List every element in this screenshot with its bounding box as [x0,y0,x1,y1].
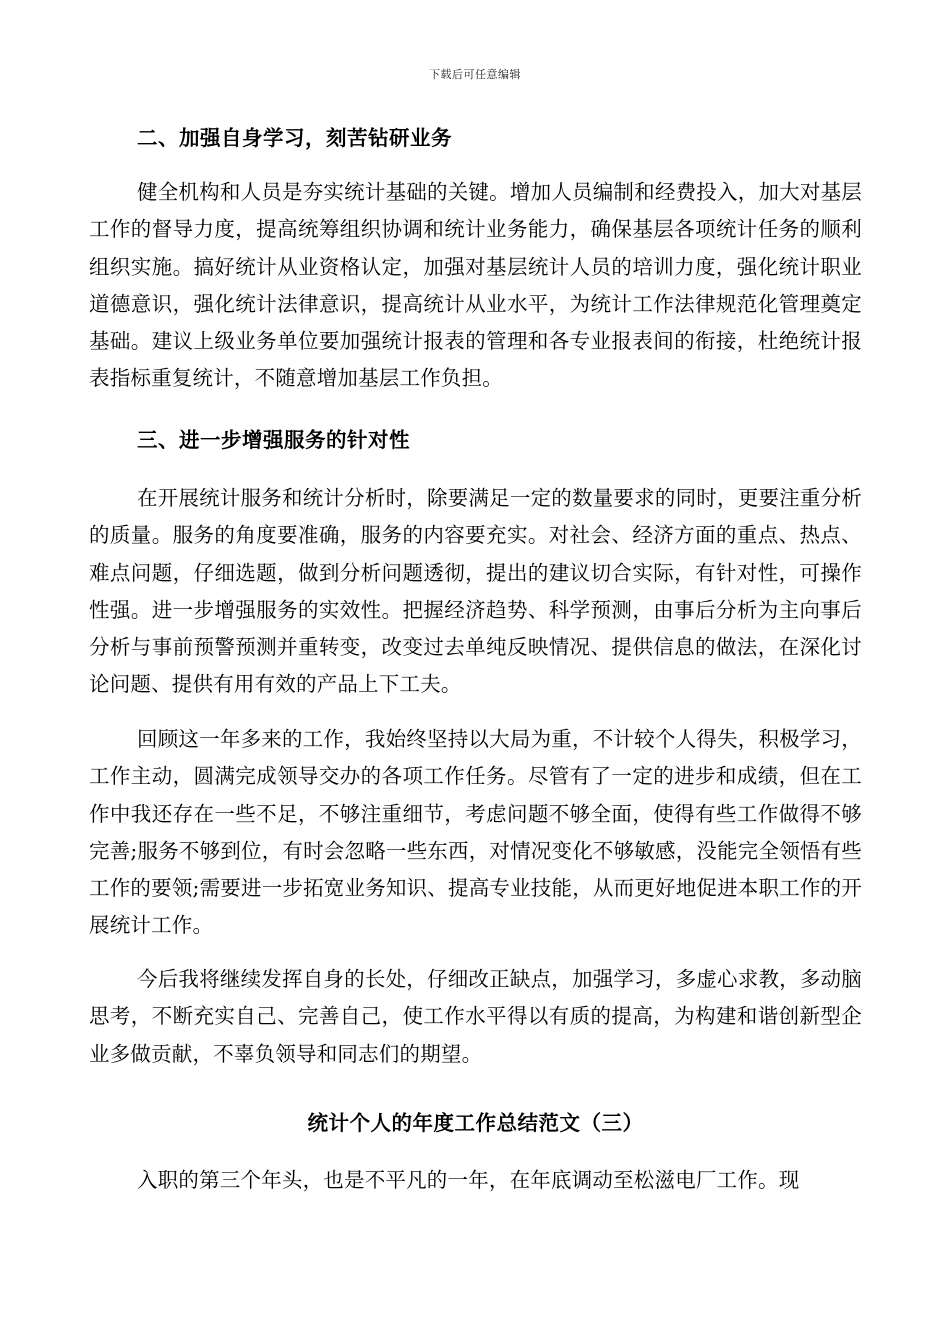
article-title-3: 统计个人的年度工作总结范文（三） [307,1111,644,1135]
paragraph-intro-3: 入职的第三个年头，也是不平凡的一年，在年底调动至松滋电厂工作。现 [137,1168,800,1192]
section-heading-2: 二、加强自身学习，刻苦钻研业务 [137,126,452,150]
section-heading-3: 三、进一步增强服务的针对性 [137,428,410,452]
paragraph-review: 回顾这一年多来的工作，我始终坚持以大局为重，不计较个人得失，积极学习，工作主动，圆满完成领导交办的各项工作任务。尽管有了一定的进步和成绩，但在工作中我还存在一些不足，不够注重细节，考虑问题不够全面，使得有些工作做得不够完善;服务不够到位，有时会忽略一些东西，对情况变化不够敏感，没能完全领悟有些工作的要领;需要进一步拓宽业务知识、提高专业技能，从而更好地促进本职工作的开展统计工作。 [89,727,863,938]
paragraph-institutions: 健全机构和人员是夯实统计基础的关键。增加人员编制和经费投入，加大对基层工作的督导力度，提高统筹组织协调和统计业务能力，确保基层各项统计任务的顺利组织实施。搞好统计从业资格认定，加强对基层统计人员的培训力度，强化统计职业道德意识，强化统计法律意识，提高统计从业水平，为统计工作法律规范化管理奠定基础。建议上级业务单位要加强统计报表的管理和各专业报表间的衔接，杜绝统计报表指标重复统计，不随意增加基层工作负担。 [89,180,862,391]
page-header: 下载后可任意编辑 [429,68,521,81]
paragraph-service: 在开展统计服务和统计分析时，除要满足一定的数量要求的同时，更要注重分析的质量。服务的角度要准确，服务的内容要充实。对社会、经济方面的重点、热点、难点问题，仔细选题，做到分析问题透彻，提出的建议切合实际，有针对性，可操作性强。进一步增强服务的实效性。把握经济趋势、科学预测，由事后分析为主向事后分析与事前预警预测并重转变，改变过去单纯反映情况、提供信息的做法，在深化讨论问题、提供有用有效的产品上下工夫。 [89,486,862,697]
paragraph-future: 今后我将继续发挥自身的长处，仔细改正缺点，加强学习，多虚心求教，多动脑思考，不断充实自己、完善自己，使工作水平得以有质的提高，为构建和谐创新型企业多做贡献，不辜负领导和同志们的期望。 [89,967,862,1066]
